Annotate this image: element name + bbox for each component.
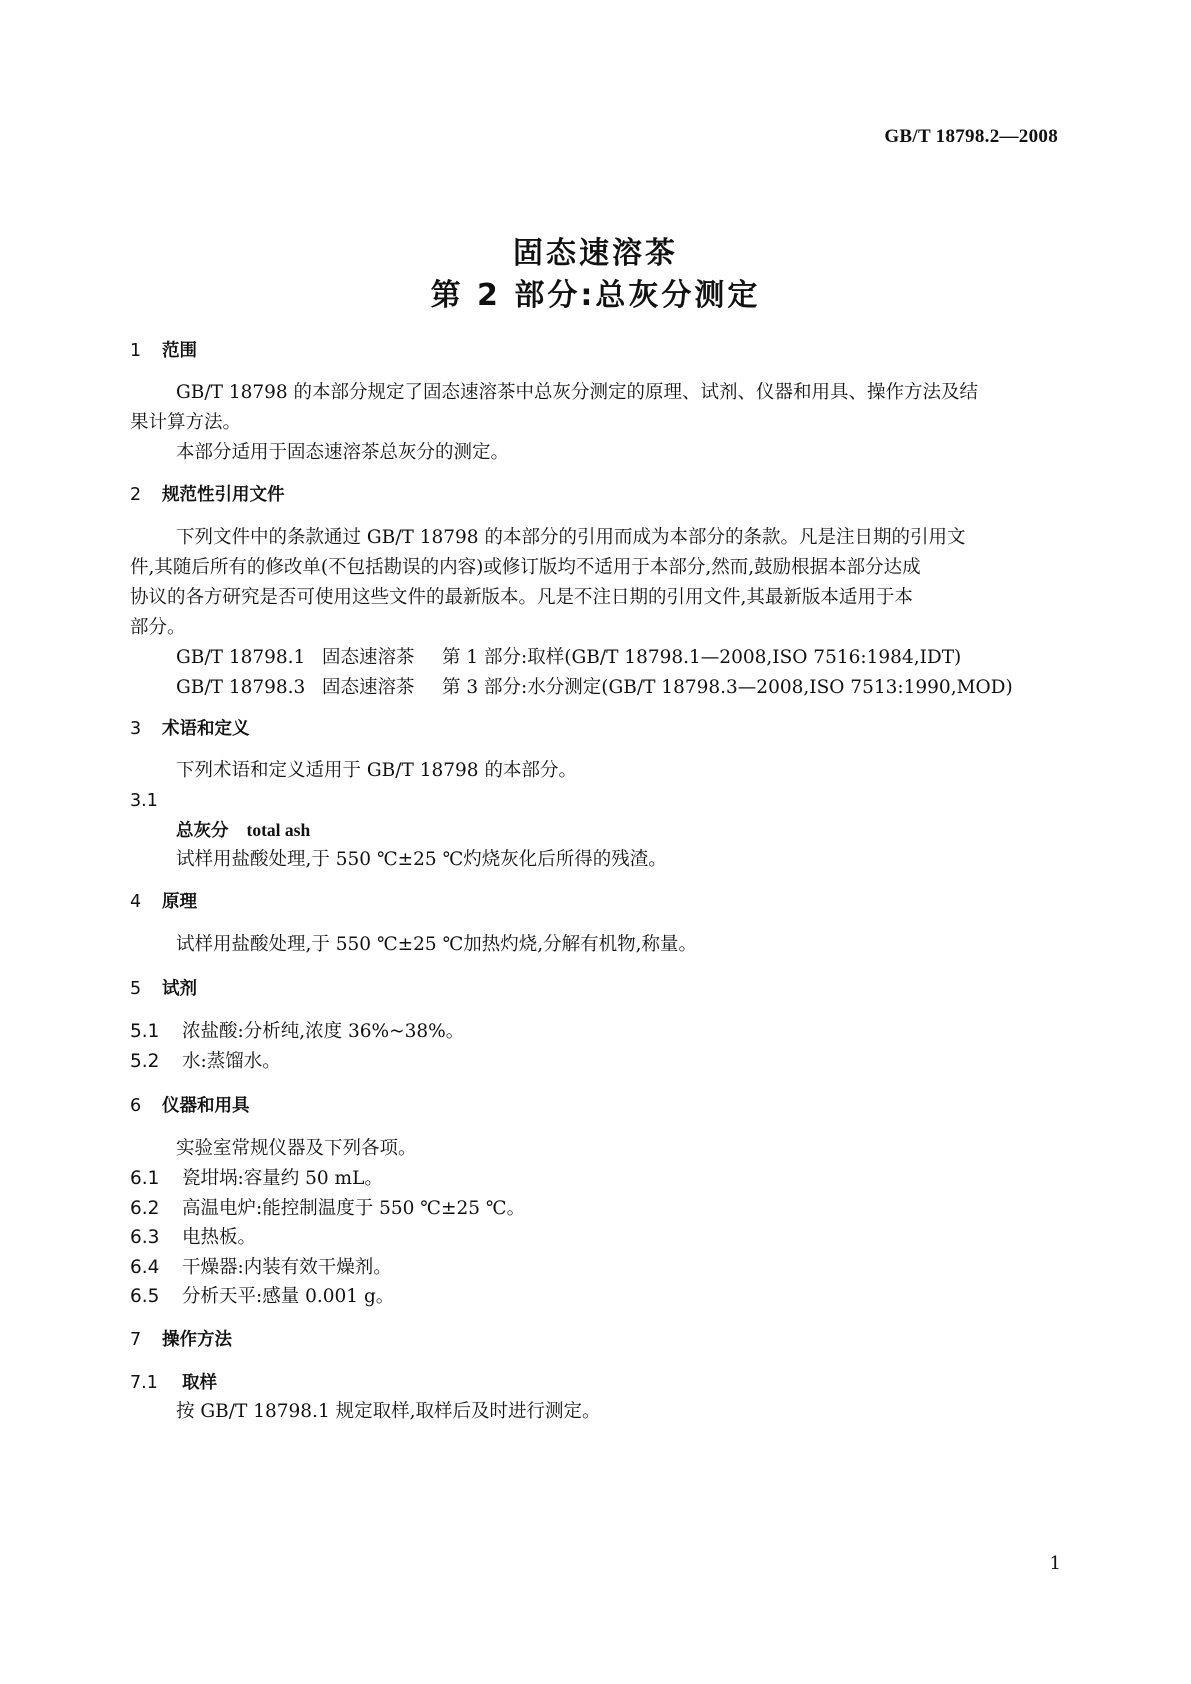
normative-reference: GB/T 18798.3 固态速溶茶 第 3 部分:水分测定(GB/T 18798.3—2008,ISO 7513:1990,MOD): [176, 677, 1013, 698]
paragraph: 件,其随后所有的修改单(不包括勘误的内容)或修订版均不适用于本部分,然而,鼓励根据本部分达成: [130, 557, 921, 578]
list-item: 6.4 干燥器:内装有效干燥剂。: [130, 1257, 392, 1278]
term-definition: 试样用盐酸处理,于 550 ℃±25 ℃灼烧灰化后所得的残渣。: [176, 849, 667, 870]
paragraph: 果计算方法。: [130, 412, 242, 433]
list-item: 6.5 分析天平:感量 0.001 g。: [130, 1286, 395, 1307]
normative-reference: GB/T 18798.1 固态速溶茶 第 1 部分:取样(GB/T 18798.1—2008,ISO 7516:1984,IDT): [176, 647, 962, 668]
list-item: 5.2 水:蒸馏水。: [130, 1051, 281, 1072]
list-item: 5.1 浓盐酸:分析纯,浓度 36%~38%。: [130, 1021, 465, 1042]
list-item: 6.2 高温电炉:能控制温度于 550 ℃±25 ℃。: [130, 1198, 526, 1219]
paragraph: GB/T 18798 的本部分规定了固态速溶茶中总灰分测定的原理、试剂、仪器和用具、操作方法及结: [176, 382, 979, 403]
paragraph: 本部分适用于固态速溶茶总灰分的测定。: [176, 442, 510, 463]
section-heading-5: 5 试剂: [130, 979, 197, 999]
document-title: 固态速溶茶: [513, 236, 678, 271]
paragraph: 部分。: [130, 617, 186, 638]
term-english: total ash: [246, 820, 311, 840]
section-heading-3: 3 术语和定义: [130, 719, 250, 739]
document-subtitle: 第 2 部分:总灰分测定: [430, 278, 761, 313]
paragraph: 试样用盐酸处理,于 550 ℃±25 ℃加热灼烧,分解有机物,称量。: [176, 934, 698, 955]
term-entry: [176, 815, 1106, 846]
standard-number: GB/T 18798.2—2008: [884, 126, 1058, 147]
paragraph: 协议的各方研究是否可使用这些文件的最新版本。凡是不注日期的引用文件,其最新版本适用于本: [130, 587, 913, 608]
list-item: 6.1 瓷坩埚:容量约 50 mL。: [130, 1168, 383, 1189]
section-heading-2: 2 规范性引用文件: [130, 485, 285, 505]
section-heading-1: 1 范围: [130, 341, 197, 361]
paragraph: 实验室常规仪器及下列各项。: [176, 1138, 417, 1159]
subclause-heading: 7.1 取样: [130, 1373, 217, 1393]
paragraph: 下列术语和定义适用于 GB/T 18798 的本部分。: [176, 760, 577, 781]
subclause-number: 3.1: [130, 791, 158, 811]
section-heading-6: 6 仪器和用具: [130, 1096, 250, 1116]
list-item: 6.3 电热板。: [130, 1227, 257, 1248]
paragraph: 下列文件中的条款通过 GB/T 18798 的本部分的引用而成为本部分的条款。凡是注日期的引用文: [176, 527, 966, 548]
page-number: 1: [1049, 1553, 1061, 1574]
term-chinese: 总灰分: [176, 821, 229, 841]
section-heading-7: 7 操作方法: [130, 1330, 232, 1350]
section-heading-4: 4 原理: [130, 892, 197, 912]
paragraph: 按 GB/T 18798.1 规定取样,取样后及时进行测定。: [176, 1401, 601, 1422]
